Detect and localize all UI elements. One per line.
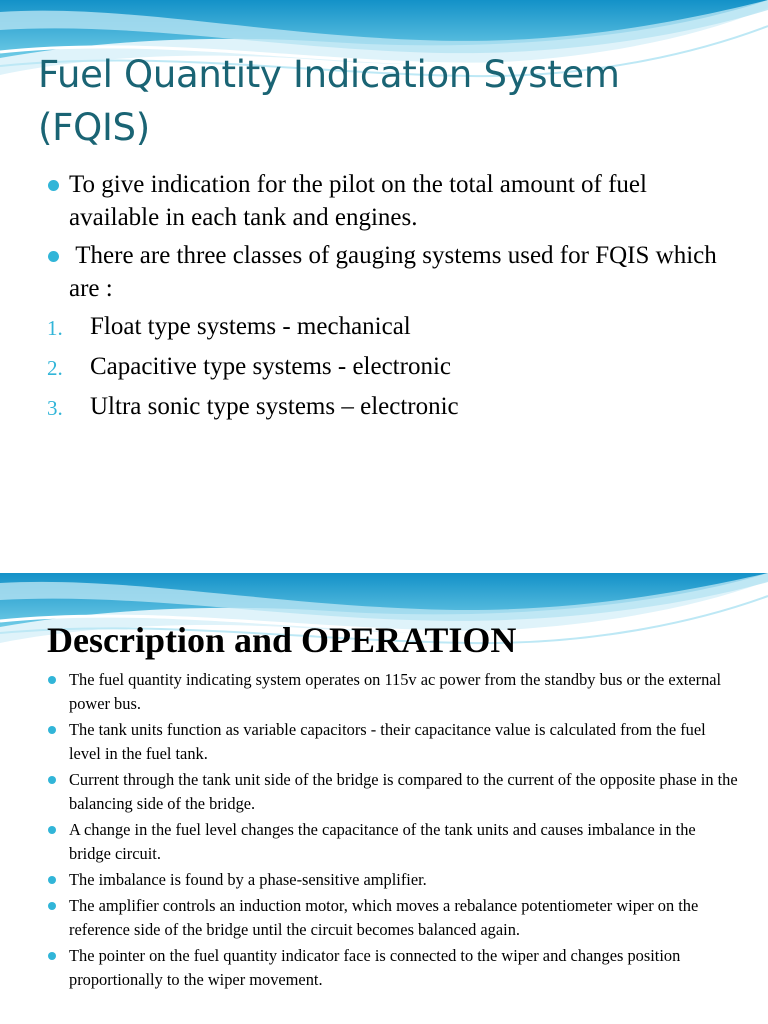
list-item [48,894,738,942]
bullet-list [48,668,738,994]
bullet-dot-icon [48,251,59,262]
bullet-text: There are three classes of gauging systems used for FQIS which are : [69,242,723,302]
list-item [48,944,738,992]
list-item [48,168,738,234]
numbered-text: Capacitive type systems - electronic [90,353,451,380]
bullet-list [48,168,738,430]
bullet-dot-icon [48,826,56,834]
bullet-text: The amplifier controls an induction motor, which moves a rebalance potentiometer wiper on the reference side of the bridge until the circuit becomes balanced again. [69,896,699,939]
bullet-text: The pointer on the fuel quantity indicator face is connected to the wiper and changes position proportionally to the wiper movement. [69,946,681,989]
bullet-dot-icon [48,952,56,960]
bullet-text: The tank units function as variable capacitors - their capacitance value is calculated from the fuel level in the fuel tank. [69,720,706,763]
bullet-dot-icon [48,726,56,734]
numbered-item [48,390,738,423]
bullet-dot-icon [48,876,56,884]
bullet-text: Current through the tank unit side of the bridge is compared to the current of the opposite phase in the balancing side of the bridge. [69,770,738,813]
number-marker: 1. [47,316,63,340]
bullet-dot-icon [48,180,59,191]
list-item [48,718,738,766]
slide-title: Fuel Quantity Indication System (FQIS) [38,53,620,149]
bullet-dot-icon [48,776,56,784]
bullet-text: The imbalance is found by a phase-sensitive amplifier. [69,870,427,889]
bullet-text: The fuel quantity indicating system operates on 115v ac power from the standby bus or the external power bus. [69,670,722,713]
list-item [48,768,738,816]
bullet-text: To give indication for the pilot on the total amount of fuel available in each tank and engines. [69,171,647,231]
number-marker: 3. [47,396,63,420]
numbered-item [48,310,738,343]
slide-2 [0,573,768,1024]
numbered-text: Float type systems - mechanical [90,313,411,340]
slide-title: Description and OPERATION [47,620,517,660]
slide-separator [0,560,768,573]
bullet-text: A change in the fuel level changes the capacitance of the tank units and causes imbalance in the bridge circuit. [69,820,696,863]
numbered-text: Ultra sonic type systems – electronic [90,393,459,420]
list-item [48,818,738,866]
list-item [48,239,738,305]
number-marker: 2. [47,356,63,380]
list-item [48,868,738,892]
numbered-item [48,350,738,383]
bullet-dot-icon [48,676,56,684]
list-item [48,668,738,716]
bullet-dot-icon [48,902,56,910]
